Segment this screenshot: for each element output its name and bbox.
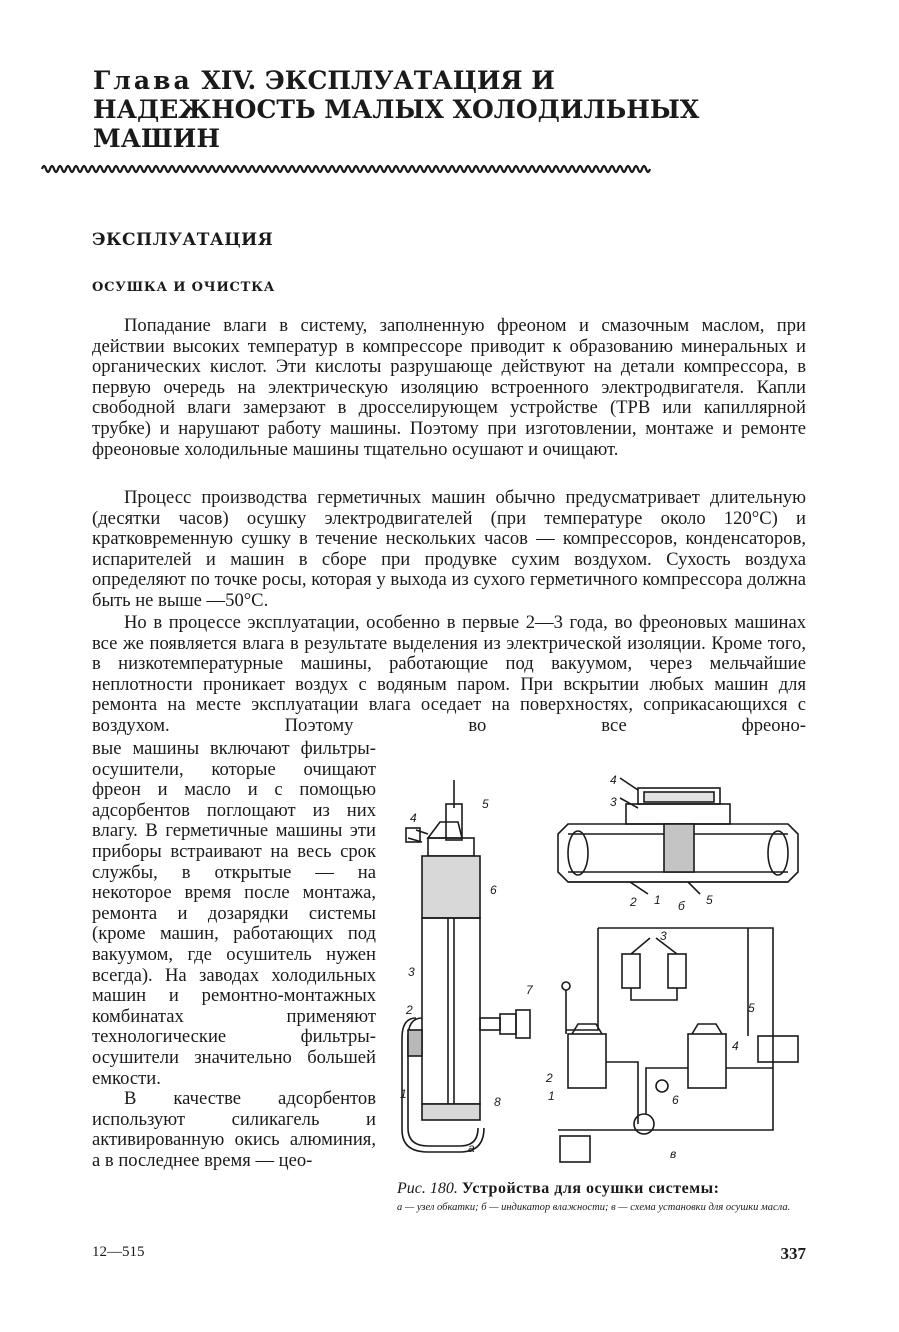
paragraph-3: Но в процессе эксплуатации, особенно в первые 2—3 года, во фреоновых машинах все же появляется влага в результате выделения из электрической изоляции. Кроме того, в низкотемпературные машины, работающие под вакуумом, через мельчайшие неплотности проникает воздух с водяным паром. При вскрытии любых машин для ремонта на месте эксплуатации влага оседает на поверхностях, соприкасающихся с воздухом. Поэтому во все фреоно- — [92, 612, 806, 736]
paragraph-2: Процесс производства герметичных машин обычно предусматривает длительную (десятки часов) осушку электродвигателей (при температуре около 120°С) и кратковременную сушку в течение нескольких часов — компрессоров, конденсаторов, испарителей и машин в сборе при продувке сухим воздухом. Сухость воздуха определяют по точке росы, которая у выхода из сухого герметичного компрессора должна быть не выше —50°С. — [92, 487, 806, 611]
label-b-3: 3 — [610, 795, 617, 809]
narrow-text-column — [92, 739, 376, 1171]
paragraph-3-continuation: вые машины включают фильтры-осушители, которые очищают фреон и масло и с помощью адсорбентов поглощают из них влагу. В герметичные машины эти приборы встраивают на весь срок службы, в открытые — на некоторое время после монтажа, ремонта и дозарядки системы (кроме машин, работающих под вакуумом, где осушитель нужен всегда). На заводах холодильных машин и ремонтно-монтажных комбинатах применяют технологические фильтры-осушители значительно большей емкости. — [92, 738, 376, 1089]
label-c-6: 6 — [672, 1093, 679, 1107]
label-b-letter: б — [678, 899, 685, 913]
label-a-1: 1 — [400, 1087, 407, 1101]
section-heading: ЭКСПЛУАТАЦИЯ — [92, 230, 274, 250]
label-c-1: 1 — [548, 1089, 555, 1103]
figure-caption — [397, 1180, 805, 1214]
chapter-word: Глава — [93, 66, 193, 95]
label-b-2: 2 — [630, 895, 637, 909]
label-b-5: 5 — [706, 893, 713, 907]
chapter-title — [93, 66, 733, 153]
subfigure-b-moisture-indicator — [558, 778, 798, 894]
label-c-2: 2 — [546, 1071, 553, 1085]
caption-main — [397, 1180, 805, 1198]
subfigure-c-oil-drying-schema — [558, 928, 798, 1162]
page-number: 337 — [780, 1244, 806, 1263]
label-a-8: 8 — [494, 1095, 501, 1109]
label-c-4: 4 — [732, 1039, 739, 1053]
paragraph-4: В качестве адсорбентов используют силикагель и активированную окись алюминия, а в последнее время — цео- — [92, 1088, 376, 1171]
caption-label: Рис. 180. — [397, 1180, 458, 1197]
label-a-7: 7 — [526, 983, 533, 997]
label-a-letter: а — [468, 1141, 475, 1155]
subsection-heading: ОСУШКА И ОЧИСТКА — [92, 280, 276, 295]
wavy-divider — [40, 162, 652, 176]
label-a-2: 2 — [406, 1003, 413, 1017]
label-c-5: 5 — [748, 1001, 755, 1015]
chapter-title-text: XIV. ЭКСПЛУАТАЦИЯ И НАДЕЖНОСТЬ МАЛЫХ ХОЛОДИЛЬНЫХ МАШИН — [93, 66, 700, 153]
label-a-6: 6 — [490, 883, 497, 897]
label-b-1: 1 — [654, 893, 661, 907]
paragraph-1: Попадание влаги в систему, заполненную фреоном и смазочным маслом, при действии высоких температур в компрессоре приводит к образованию минеральных и органических кислот. Эти кислоты разрушающе действуют на детали компрессора, в первую очередь на электрическую изоляцию встроенного электродвигателя. Капли свободной влаги замерзают в дросселирующем устройстве (ТРВ или капиллярной трубке) и нарушают работу машины. Поэтому при изготовлении, монтаже и ремонте фреоновые холодильные машины тщательно осушают и очищают. — [92, 315, 806, 460]
figure-180 — [388, 768, 812, 1170]
label-c-letter: в — [670, 1147, 677, 1161]
label-b-4: 4 — [610, 773, 617, 787]
caption-legend: а — узел обкатки; б — индикатор влажности; в — схема установки для осушки масла. — [397, 1202, 791, 1213]
caption-title: Устройства для осушки системы: — [461, 1180, 720, 1197]
label-a-3: 3 — [408, 965, 415, 979]
figure-drawing — [388, 768, 812, 1170]
label-c-3: 3 — [660, 929, 667, 943]
label-a-4: 4 — [410, 811, 417, 825]
subfigure-a-drying-column — [402, 780, 530, 1152]
label-a-5: 5 — [482, 797, 489, 811]
printer-signature: 12—515 — [92, 1244, 145, 1260]
